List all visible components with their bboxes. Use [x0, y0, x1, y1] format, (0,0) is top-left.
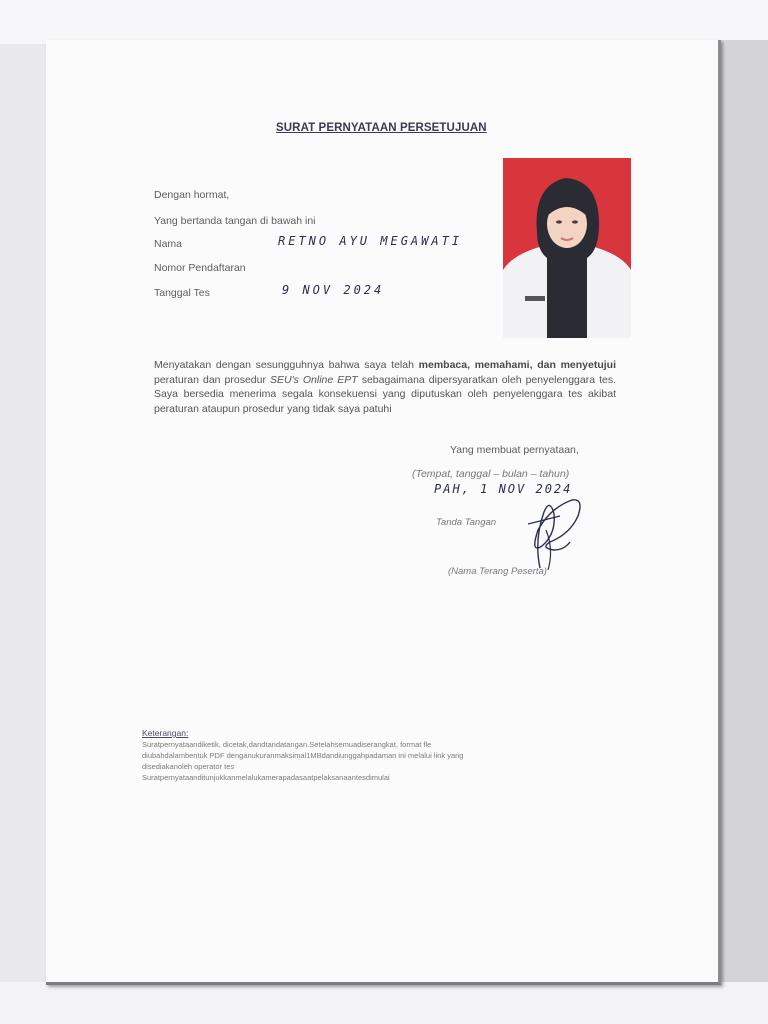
tanggal-tes-value: 9 NOV 2024: [282, 283, 385, 297]
notes-section: [142, 728, 622, 783]
notes-line-3: disediakanoleh operator tes: [142, 762, 235, 771]
intro-text: Yang bertanda tangan di bawah ini: [154, 215, 316, 227]
nama-label: Nama: [154, 238, 183, 250]
applicant-photo-illustration: [503, 158, 631, 338]
place-date-hint: (Tempat, tanggal – bulan – tahun): [412, 468, 570, 480]
statement-part-2: peraturan dan prosedur: [154, 373, 270, 386]
statement-bold: membaca, memahami, dan menyetujui: [418, 359, 616, 371]
notes-line-4: Suratpernyataanditunjukkanmelalukamerapadasaatpelaksanaantesdimulai: [142, 773, 390, 782]
nama-terang-hint: (Nama Terang Peserta): [448, 566, 547, 577]
greeting-text: Dengan hormat,: [154, 189, 230, 201]
document-title: SURAT PERNYATAAN PERSETUJUAN: [276, 122, 487, 134]
document-page: [46, 40, 721, 985]
nomor-pendaftaran-label: Nomor Pendaftaran: [154, 262, 246, 274]
tanggal-tes-label: Tanggal Tes: [154, 287, 210, 299]
background-bottom: [0, 982, 768, 1024]
statement-part-3: sebagaimana dipersyaratkan oleh penyelenggara tes. Saya bersedia menerima segala konsekuensi yang diputuskan oleh penyelenggara tes akibat peraturan ataupun prosedur yang tidak saya patuhi: [154, 373, 616, 415]
applicant-photo: [503, 158, 631, 338]
background-right: [718, 40, 768, 990]
notes-title: Keterangan:: [142, 728, 189, 738]
statement-part-1: Menyatakan dengan sesungguhnya bahwa saya telah: [154, 359, 419, 371]
nama-value: RETNO AYU MEGAWATI: [278, 234, 463, 248]
signature-scribble: [520, 490, 590, 572]
notes-line-1: Suratpernyataandiketik, dicetak,dandtandatangan.Setelahsemuadiserangkat, format fle: [142, 740, 432, 749]
statement-paragraph: [154, 358, 616, 416]
place-date-value: PAH, 1 NOV 2024: [434, 482, 573, 496]
signature-heading: Yang membuat pernyataan,: [450, 444, 579, 456]
background-top: [0, 0, 768, 44]
tanda-tangan-label: Tanda Tangan: [436, 517, 497, 528]
statement-italic: SEU's Online EPT: [270, 373, 358, 386]
notes-line-2: diubahdalambentuk PDF denganukuranmaksimal1MBdandiunggahpadaman ini melalui link yang: [142, 751, 464, 760]
